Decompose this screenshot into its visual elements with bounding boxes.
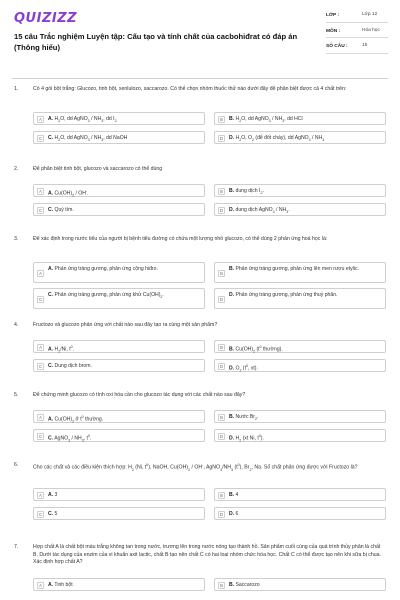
option-text: B. 4 [229, 492, 239, 498]
meta-row-count [326, 43, 388, 54]
option-letter-box[interactable]: B [218, 582, 225, 589]
meta-row-subject [326, 28, 388, 39]
option-text: A. $H_2O$, dd AgNO$_3$ / $NH_3$, dd $I_2$ [48, 116, 117, 124]
meta-label: MÔN : [326, 28, 341, 34]
option-text: D. 6 [229, 511, 239, 517]
option-text: D. $H_2O$, $O_2$ (để đốt cháy), dd AgNO$_3$ / $NH_3$ [229, 135, 325, 143]
option-text: C. 5 [48, 511, 58, 517]
option-b[interactable] [214, 184, 386, 197]
option-a[interactable] [33, 410, 205, 423]
option-text: A. $Cu(OH)_2$ ở $t^0$ thường. [48, 415, 104, 424]
option-text: C. $H_2O$, dd AgNO$_3$ / $NH_3$, dd NaOH [48, 135, 128, 143]
option-d[interactable] [214, 131, 386, 144]
option-c[interactable] [33, 288, 205, 309]
worksheet-title: 15 câu Trắc nghiệm Luyện tập: Cấu tạo và tính chất của cacbohiđrat có đáp án (Thông hiểu) [14, 32, 298, 52]
question-number: 6. [14, 462, 19, 468]
option-letter-box[interactable]: A [37, 414, 44, 421]
option-letter-box[interactable]: B [218, 270, 225, 277]
option-b[interactable] [214, 488, 386, 501]
option-letter-box[interactable]: A [37, 188, 44, 195]
option-c[interactable] [33, 203, 205, 216]
option-a[interactable] [33, 578, 205, 591]
meta-row-grade [326, 12, 388, 23]
option-letter-box[interactable]: A [37, 492, 44, 499]
option-letter-box[interactable]: C [38, 136, 43, 141]
option-text: C. Dung dịch brom. [48, 363, 92, 369]
question-number: 3. [14, 236, 19, 242]
option-text: B. $H_2O$, dd AgNO$_3$ / $NH_3$, dd HCl [229, 116, 303, 124]
option-letter-box[interactable]: B [218, 492, 225, 499]
meta-label: SỐ CÂU : [326, 44, 348, 49]
option-text: A. Phản ứng tráng gương, phản ứng cộng hiđro. [48, 265, 158, 272]
option-text: D. dung dịch AgNO$_3$ / $NH_3$. [229, 207, 290, 215]
option-b[interactable] [214, 410, 386, 423]
option-b[interactable] [214, 112, 386, 125]
option-d[interactable] [214, 507, 386, 520]
option-letter-box[interactable]: A [37, 344, 44, 351]
option-text: B. Phản ứng tráng gương, phản ứng lên men rượu etylic. [229, 265, 359, 272]
option-text: B. Nước $Br_2$. [229, 414, 259, 422]
option-letter-box[interactable]: B [218, 344, 225, 351]
question-number: 2. [14, 166, 19, 172]
question-text: Để xác định trong nước tiểu của người bị bệnh tiểu đường có chứa một lượng nhỏ glucozo, có thể dùng 2 phản ứng hoá học là: [33, 236, 328, 242]
option-text: B. $Cu(OH)_2$ ($t^0$ thường). [229, 345, 283, 354]
option-letter-box[interactable]: B [218, 414, 225, 421]
option-d[interactable] [214, 288, 386, 309]
option-c[interactable] [33, 359, 205, 372]
worksheet-header [0, 0, 400, 78]
option-letter-box[interactable]: D [219, 364, 224, 369]
option-text: B. Saccarozo [229, 582, 260, 588]
option-text: C. Phản ứng tráng gương, phản ứng khử $Cu(OH)_2$. [48, 291, 164, 299]
option-text: B. dung dịch $I_2$. [229, 188, 264, 196]
quizizz-logo: QUIZIZZ [14, 11, 78, 26]
option-letter-box[interactable]: D [219, 297, 224, 302]
option-c[interactable] [33, 507, 205, 520]
question-number: 7. [14, 544, 19, 550]
meta-value: 15 [362, 43, 368, 48]
option-text: A. $Cu(OH)_2 / OH^-$. [48, 189, 89, 198]
option-letter-box[interactable]: D [219, 434, 224, 439]
option-b[interactable] [214, 340, 386, 353]
option-b[interactable] [214, 262, 386, 283]
option-text: A. Tinh bột [48, 582, 73, 588]
option-a[interactable] [33, 488, 205, 501]
option-letter-box[interactable]: D [219, 512, 224, 517]
option-a[interactable] [33, 340, 205, 353]
option-text: D. $H_2$ (xt Ni, $t^0$). [229, 434, 264, 443]
option-letter-box[interactable]: A [37, 582, 44, 589]
option-letter-box[interactable]: C [38, 364, 43, 369]
option-text: A. 3 [48, 492, 58, 498]
option-a[interactable] [33, 262, 205, 283]
question-text: Để phân biệt tinh bột, glucozo và saccarozo có thể dùng [33, 166, 163, 172]
question-number: 4. [14, 322, 19, 328]
option-a[interactable] [33, 184, 205, 197]
option-d[interactable] [214, 429, 386, 442]
question-text: Fructozo và glucozo phản ứng với chất nào sau đây tạo ra cùng một sản phẩm? [33, 322, 218, 328]
option-letter-box[interactable]: C [38, 208, 43, 213]
option-a[interactable] [33, 112, 205, 125]
option-letter-box[interactable]: C [38, 434, 43, 439]
question-text: Hợp chất A là chất bột màu trắng không tan trong nước, trương lên trong nước nóng tạo thành hồ. Sản phẩm cuối cùng của quá trình thủy phân là chất B. Dưới tác dụng của enzim của vi khuẩn axit lactic, chất B tạo nên chất C có hai loại nhóm chức hóa học. Chất C có thể được tạo nên khi sữa bị chua. Xác định hợp chất A? [33, 544, 381, 566]
option-c[interactable] [33, 131, 205, 144]
option-letter-box[interactable]: D [219, 208, 224, 213]
option-text: C. AgNO$_3$ / $NH_3$, $t^0$. [48, 434, 92, 443]
option-b[interactable] [214, 578, 386, 591]
option-text: D. Phản ứng tráng gương, phản ứng thuỷ phân. [229, 291, 338, 298]
option-letter-box[interactable]: A [37, 270, 44, 277]
meta-value: Hóa học [362, 27, 380, 33]
worksheet-meta [326, 12, 388, 59]
meta-value: Lớp 12 [362, 12, 378, 17]
option-text: A. $H_2/Ni$, $t^0$. [48, 345, 75, 354]
option-letter-box[interactable]: C [38, 512, 43, 517]
question-number: 1. [14, 86, 19, 92]
header-divider [12, 78, 388, 79]
option-letter-box[interactable]: A [37, 116, 44, 123]
option-c[interactable] [33, 429, 205, 442]
question-text: Để chứng minh glucozo có tính oxi hóa cần cho glucozo tác dụng với các chất nào sau đây? [33, 392, 246, 398]
meta-label: LỚP : [326, 13, 340, 18]
question-text: Cho các chất và các điều kiện thích hợp: $H_2$ (Ni, $t^0$), NaOH, $Cu(OH)_2 / OH^-$, $AgNO_3/NH_3$ $(t^0)$, $Br_2$, Na. Số chất phản ứng được với Fructozo là? [33, 463, 358, 472]
question-number: 5. [14, 392, 19, 398]
option-text: D. $O_2$ ($t^0$, xt). [229, 364, 258, 373]
option-d[interactable] [214, 203, 386, 216]
option-letter-box[interactable]: B [218, 116, 225, 123]
option-letter-box[interactable]: C [38, 297, 43, 302]
question-text: Có 4 gói bột trắng: Glucozo, tinh bột, xenlulozo, saccarozo. Có thể chọn nhóm thuốc thử nào dưới đây để phân biệt được cả 4 chất trên: [33, 86, 347, 92]
option-letter-box[interactable]: D [219, 136, 224, 141]
option-text: C. Quỳ tím. [48, 207, 74, 213]
option-d[interactable] [214, 359, 386, 372]
option-letter-box[interactable]: B [218, 188, 225, 195]
